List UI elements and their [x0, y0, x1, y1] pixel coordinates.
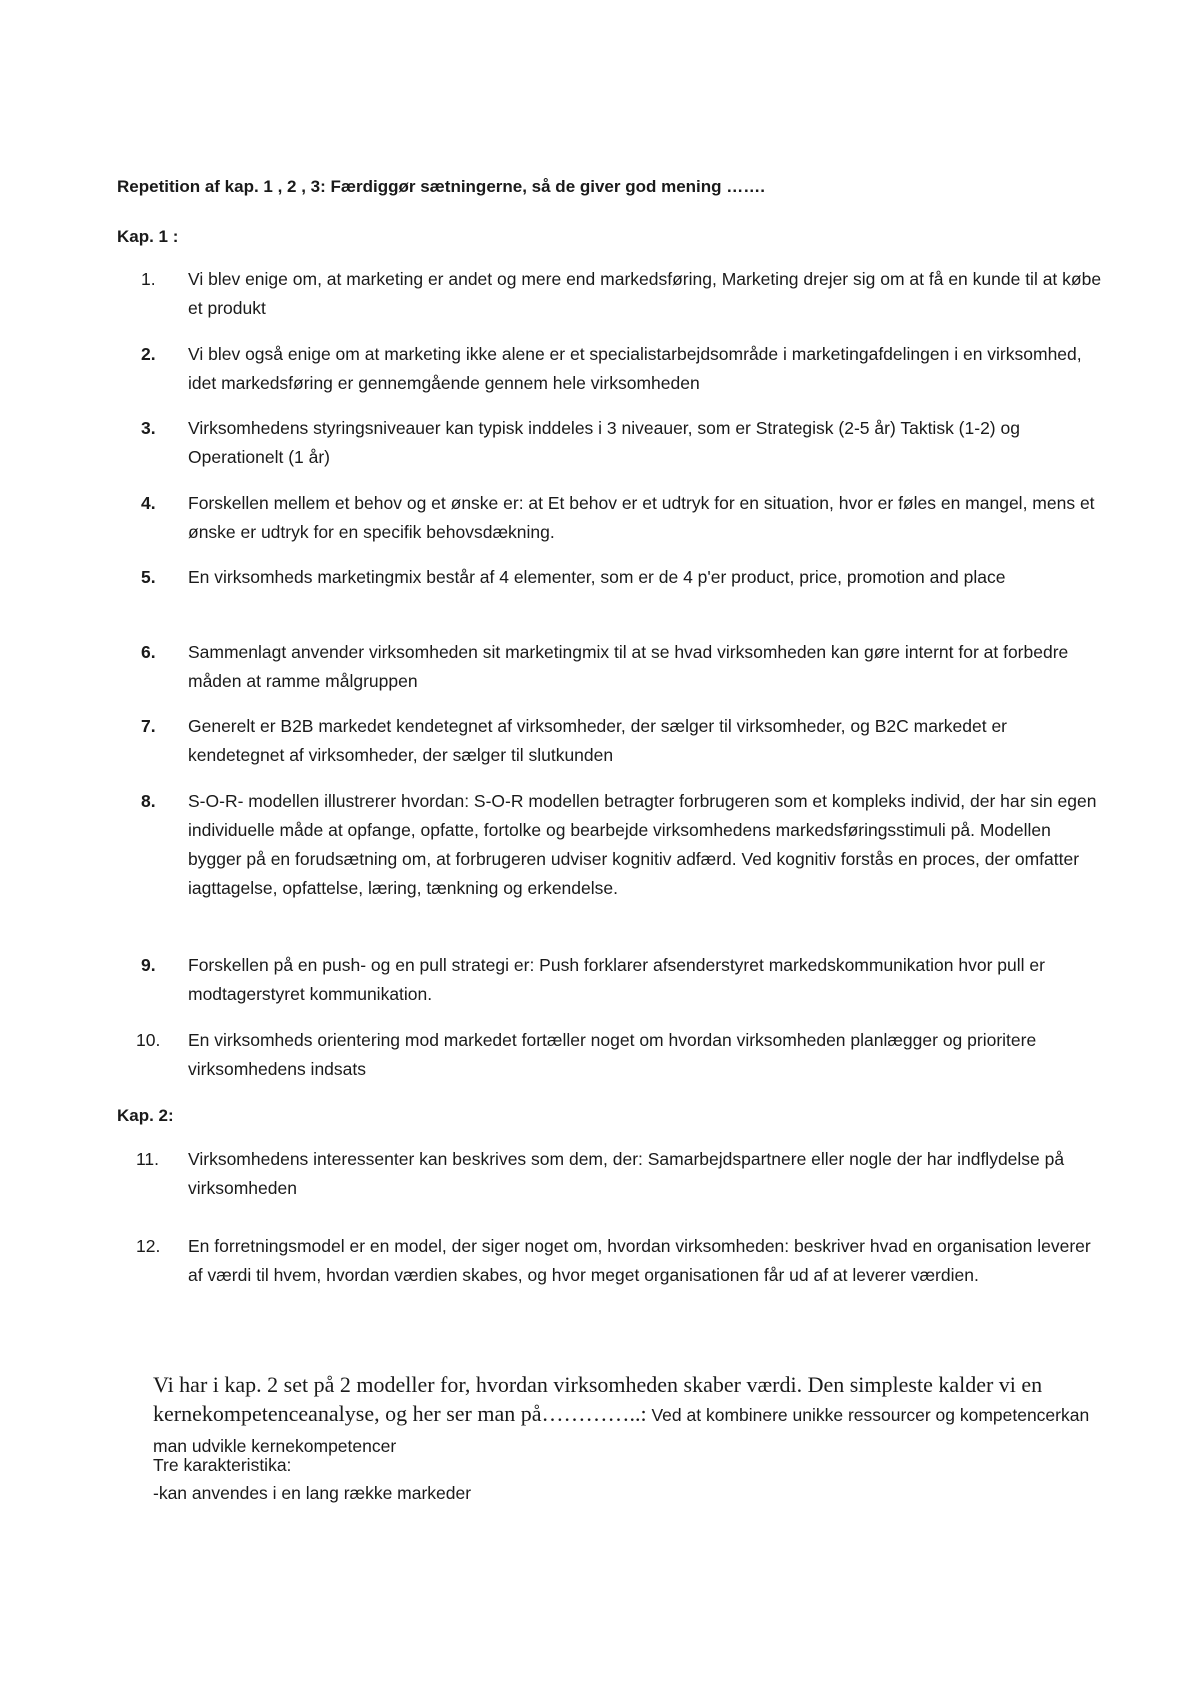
list-item — [117, 1232, 1102, 1290]
list-item-text: S-O-R- modellen illustrerer hvordan: S-O-R modellen betragter forbrugeren som et kompleks individ, der har sin egen individuelle måde at opfange, opfatte, fortolke og bearbejde virksomhedens markedsføringsstimuli på. Modellen bygger på en forudsætning om, at forbrugeren udviser kognitiv adfærd. Ved kognitiv forstås en proces, der omfatter iagttagelse, opfattelse, læring, tænkning og erkendelse. — [188, 791, 1097, 898]
list-item-text: Vi blev enige om, at marketing er andet og mere end markedsføring, Marketing drejer sig om at få en kunde til at købe et produkt — [188, 269, 1102, 318]
model-paragraph-text: Vi har i kap. 2 set på 2 modeller for, hvordan virksomheden skaber værdi. Den simpleste kalder vi en kernekompetenceanalyse, og her ser man på…………..: — [153, 1372, 1043, 1426]
list-item-number: 5. — [141, 567, 156, 587]
list-item-number: 6. — [141, 642, 156, 662]
list-item-number: 8. — [141, 791, 156, 811]
kap2-title: Kap. 2: — [117, 1106, 174, 1125]
list-item-number: 9. — [141, 955, 156, 975]
list-item — [117, 1145, 1102, 1203]
document-heading: Repetition af kap. 1 , 2 , 3: Færdiggør sætningerne, så de giver god mening ……. — [117, 177, 765, 196]
list-item-text: Virksomhedens styringsniveauer kan typisk inddeles i 3 niveauer, som er Strategisk (2-5 år) Taktisk (1-2) og Operationelt (1 år) — [188, 418, 1020, 467]
list-item — [117, 787, 1102, 903]
list-item-text: Forskellen på en push- og en pull strategi er: Push forklarer afsenderstyret markedskommunikation hvor pull er modtagerstyret kommunikation. — [188, 955, 1045, 1004]
list-item — [117, 712, 1102, 770]
list-item-number: 12. — [136, 1236, 161, 1256]
list-item-text: Sammenlagt anvender virksomheden sit marketingmix til at se hvad virksomheden kan gøre internt for at forbedre måden at ramme målgruppen — [188, 642, 1069, 691]
list-item — [117, 340, 1102, 398]
list-item-text: En virksomheds marketingmix består af 4 elementer, som er de 4 p'er product, price, promotion and place — [188, 567, 1006, 587]
list-item-text: Virksomhedens interessenter kan beskrives som dem, der: Samarbejdspartnere eller nogle der har indflydelse på virksomheden — [188, 1149, 1065, 1198]
list-item-number: 1. — [141, 269, 156, 289]
list-item-text: Forskellen mellem et behov og et ønske er: at Et behov er et udtryk for en situation, hvor er føles en mangel, mens et ønske er udtryk for en specifik behovsdækning. — [188, 493, 1095, 542]
list-item — [117, 638, 1102, 696]
list-item — [117, 951, 1102, 1009]
list-item — [117, 414, 1102, 472]
list-item — [117, 1026, 1102, 1084]
list-item-number: 2. — [141, 344, 156, 364]
characteristics-item: -kan anvendes i en lang række markeder — [153, 1483, 472, 1503]
model-paragraph — [153, 1370, 1113, 1461]
list-item — [117, 265, 1102, 323]
list-item — [117, 563, 1102, 592]
model-paragraph-answer: Ved at kombinere unikke ressourcer og kompetencerkan man udvikle kernekompetencer — [153, 1405, 1090, 1456]
list-item-text: Vi blev også enige om at marketing ikke alene er et specialistarbejdsområde i marketingafdelingen i en virksomhed, idet markedsføring er gennemgående gennem hele virksomheden — [188, 344, 1082, 393]
list-item-text: Generelt er B2B markedet kendetegnet af virksomheder, der sælger til virksomheder, og B2C markedet er kendetegnet af virksomheder, der sælger til slutkunden — [188, 716, 1008, 765]
list-item-number: 3. — [141, 418, 156, 438]
list-item — [117, 489, 1102, 547]
kap1-title: Kap. 1 : — [117, 227, 179, 246]
list-item-number: 11. — [136, 1149, 160, 1169]
list-item-number: 4. — [141, 493, 156, 513]
list-item-text: En forretningsmodel er en model, der siger noget om, hvordan virksomheden: beskriver hvad en organisation leverer af værdi til hvem, hvordan værdien skabes, og hvor meget organisationen får ud af at leverer værdien. — [188, 1236, 1091, 1285]
list-item-text: En virksomheds orientering mod markedet fortæller noget om hvordan virksomheden planlægger og prioritere virksomhedens indsats — [188, 1030, 1037, 1079]
characteristics-label: Tre karakteristika: — [153, 1455, 292, 1475]
list-item-number: 7. — [141, 716, 156, 736]
list-item-number: 10. — [136, 1030, 161, 1050]
